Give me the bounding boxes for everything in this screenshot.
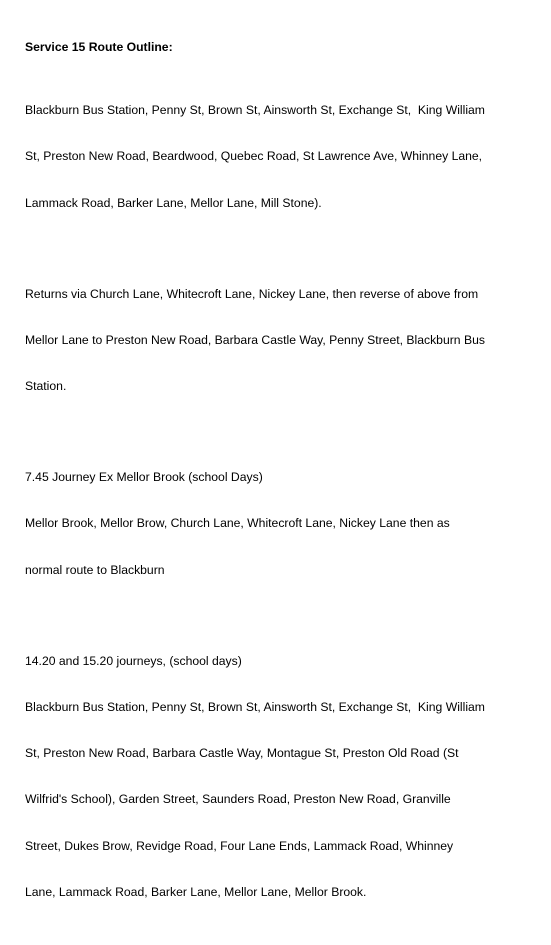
route-outbound-paragraph	[25, 72, 545, 241]
text-line: Blackburn Bus Station, Penny St, Brown St, Ainsworth St, Exchange St, King William	[25, 699, 485, 714]
text-line: Lane, Lammack Road, Barker Lane, Mellor Lane, Mellor Brook.	[25, 884, 367, 899]
text-line: St, Preston New Road, Beardwood, Quebec Road, St Lawrence Ave, Whinney Lane,	[25, 149, 483, 164]
text-line: Lammack Road, Barker Lane, Mellor Lane, Mill Stone).	[25, 195, 322, 210]
text-line: 7.45 Journey Ex Mellor Brook (school Days)	[25, 470, 263, 485]
route-return-paragraph	[25, 256, 545, 425]
document-body	[25, 40, 545, 945]
text-line: 14.20 and 15.20 journeys, (school days)	[25, 653, 242, 668]
morning-journey-paragraph	[25, 439, 545, 608]
document-title: Service 15 Route Outline:	[25, 40, 173, 54]
text-line: Returns via Church Lane, Whitecroft Lane, Nickey Lane, then reverse of above from	[25, 286, 479, 301]
text-line: Wilfrid's School), Garden Street, Saunders Road, Preston New Road, Granville	[25, 792, 451, 807]
text-line: Station.	[25, 379, 67, 394]
text-line: Mellor Brook, Mellor Brow, Church Lane, Whitecroft Lane, Nickey Lane then as	[25, 516, 450, 531]
text-line: Mellor Lane to Preston New Road, Barbara Castle Way, Penny Street, Blackburn Bus	[25, 332, 485, 347]
text-line: St, Preston New Road, Barbara Castle Way, Montague St, Preston Old Road (St	[25, 746, 459, 761]
text-line: Blackburn Bus Station, Penny St, Brown St, Ainsworth St, Exchange St, King William	[25, 103, 485, 118]
text-line: normal route to Blackburn	[25, 562, 165, 577]
afternoon-journeys-paragraph	[25, 623, 545, 931]
text-line: Street, Dukes Brow, Revidge Road, Four Lane Ends, Lammack Road, Whinney	[25, 838, 454, 853]
